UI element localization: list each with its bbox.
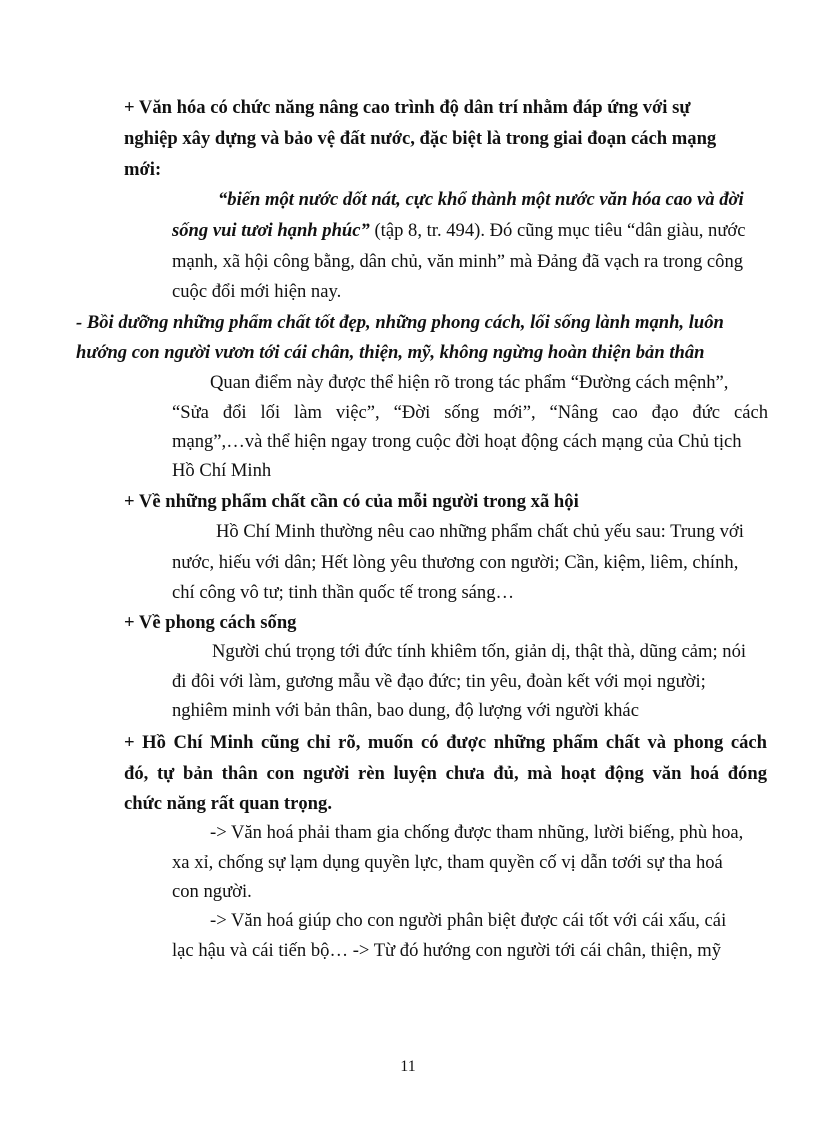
text-line: con người. xyxy=(172,881,252,902)
subheading: chức năng rất quan trọng. xyxy=(124,793,332,814)
text-line: đi đôi với làm, gương mẫu về đạo đức; tin yêu, đoàn kết với mọi người; xyxy=(172,671,706,692)
text-line: Quan điểm này được thể hiện rõ trong tác phẩm “Đường cách mệnh”, xyxy=(210,372,729,393)
citation-text: (tập 8, tr. 494). Đó cũng mục tiêu “dân giàu, nước xyxy=(369,220,746,241)
quote-line xyxy=(218,187,744,213)
subheading: + Hồ Chí Minh cũng chỉ rõ, muốn có được những phẩm chất và phong cách xyxy=(124,732,767,753)
text-line: lạc hậu và cái tiến bộ… -> Từ đó hướng con người tới cái chân, thiện, mỹ xyxy=(172,940,722,961)
quote-line xyxy=(172,218,746,244)
text-line: chí công vô tư; tinh thần quốc tế trong sáng… xyxy=(172,582,515,603)
text-line: Người chú trọng tới đức tính khiêm tốn, giản dị, thật thà, dũng cảm; nói xyxy=(212,641,747,662)
section-heading: hướng con người vươn tới cái chân, thiện, mỹ, không ngừng hoàn thiện bản thân xyxy=(76,342,705,363)
section-heading: - Bồi dưỡng những phẩm chất tốt đẹp, những phong cách, lối sống lành mạnh, luôn xyxy=(76,312,724,333)
text-line: xa xỉ, chống sự lạm dụng quyền lực, tham quyền cố vị dẫn tơới sự tha hoá xyxy=(172,852,723,873)
text-line: nghiệp xây dựng và bảo vệ đất nước, đặc biệt là trong giai đoạn cách mạng xyxy=(124,128,717,149)
text-line: -> Văn hoá giúp cho con người phân biệt được cái tốt với cái xấu, cái xyxy=(210,910,727,931)
text-line: + Văn hóa có chức năng nâng cao trình độ dân trí nhằm đáp ứng với sự xyxy=(124,97,691,118)
text-line: Hồ Chí Minh xyxy=(172,460,272,481)
text-line: cuộc đổi mới hiện nay. xyxy=(172,281,342,302)
subheading: đó, tự bản thân con người rèn luyện chưa đủ, mà hoạt động văn hoá đóng xyxy=(124,763,767,784)
quote-text: “biến một nước dốt nát, cực khổ thành một nước văn hóa cao và đời xyxy=(218,189,744,210)
quote-text: sống vui tươi hạnh phúc” xyxy=(172,220,370,241)
text-line: mạng”,…và thể hiện ngay trong cuộc đời hoạt động cách mạng của Chủ tịch xyxy=(172,431,742,452)
text-line: mới: xyxy=(124,159,162,180)
text-line: nghiêm minh với bản thân, bao dung, độ lượng với người khác xyxy=(172,700,639,721)
text-line: nước, hiếu với dân; Hết lòng yêu thương con người; Cần, kiệm, liêm, chính, xyxy=(172,552,739,573)
text-line: “Sửa đổi lối làm việc”, “Đời sống mới”, “Nâng cao đạo đức cách xyxy=(172,402,768,423)
page-number: 11 xyxy=(400,1058,416,1075)
text-line: Hồ Chí Minh thường nêu cao những phẩm chất chủ yếu sau: Trung với xyxy=(216,521,744,542)
subheading: + Về những phẩm chất cần có của mỗi người trong xã hội xyxy=(124,491,579,512)
text-line: -> Văn hoá phải tham gia chống được tham nhũng, lười biếng, phù hoa, xyxy=(210,822,744,843)
subheading: + Về phong cách sống xyxy=(124,612,297,633)
text-line: mạnh, xã hội công bằng, dân chủ, văn minh” mà Đảng đã vạch ra trong công xyxy=(172,251,744,272)
